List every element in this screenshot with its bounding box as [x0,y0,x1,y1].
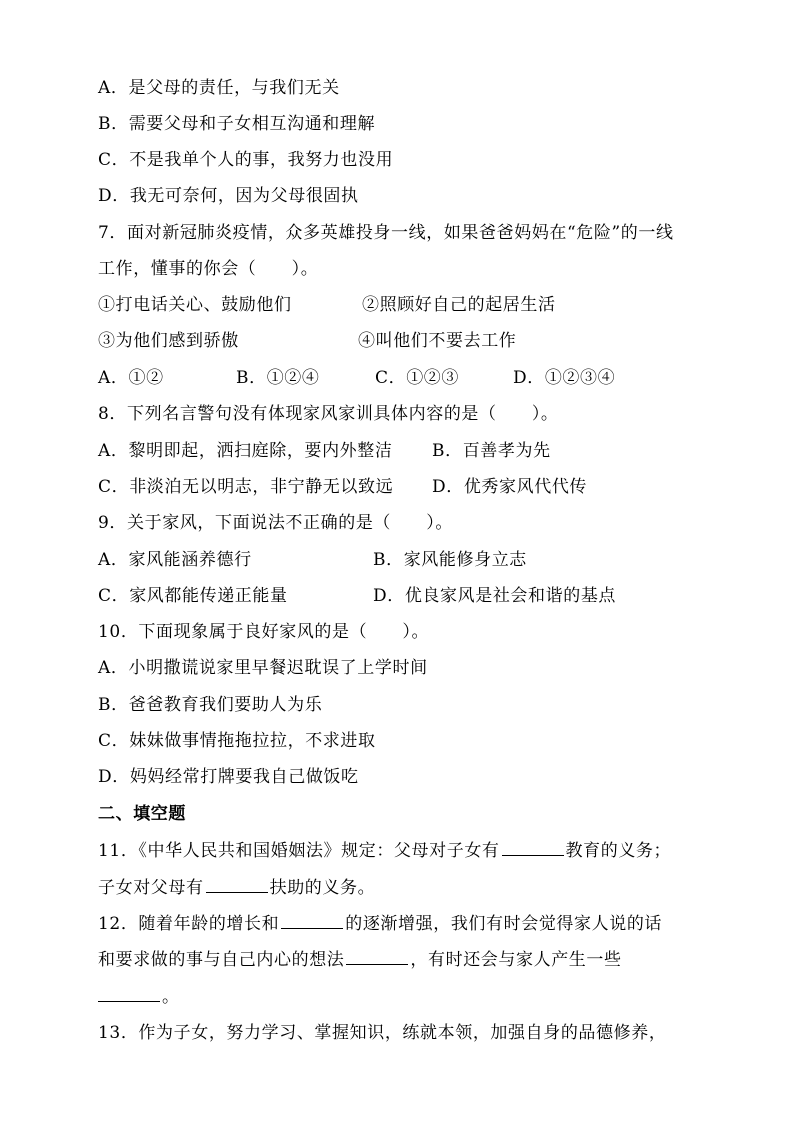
q12-blank-3[interactable] [98,984,160,1002]
q13-stem: 13．作为子女，努力学习、掌握知识，练就本领，加强自身的品德修养， [98,1023,667,1043]
q10-option-c: C．妹妹做事情拖拖拉拉，不求进取 [98,731,376,751]
q9-options-row-2 [98,584,617,608]
q6-option-b: B．需要父母和子女相互沟通和理解 [98,114,376,134]
q9-option-b: B．家风能修身立志 [373,550,527,570]
q7-item-2: ②照顾好自己的起居生活 [362,295,556,315]
q10-option-a: A．小明撒谎说家里早餐迟耽误了上学时间 [98,658,428,678]
q10-option-b: B．爸爸教育我们要助人为乐 [98,695,323,715]
q7-item-1: ①打电话关心、鼓励他们 [98,295,292,315]
q11-text-3: 子女对父母有 [98,878,204,898]
q9-option-c: C．家风都能传递正能量 [98,586,288,606]
q12-blank-2[interactable] [346,947,408,965]
q12-line-1 [98,911,662,936]
q8-option-c: C．非淡泊无以明志，非宁静无以致远 [98,477,394,497]
q11-blank-2[interactable] [206,875,268,893]
q7-item-4: ④叫他们不要去工作 [358,331,517,351]
q7-item-3: ③为他们感到骄傲 [98,331,239,351]
q11-text-2: 教育的义务； [565,841,672,861]
q12-line-2 [98,947,622,972]
q12-text-1: 12．随着年龄的增长和 [98,914,280,934]
q8-option-d: D．优秀家风代代传 [432,477,588,497]
q6-option-a: A．是父母的责任，与我们无关 [98,78,340,98]
q12-text-2: 的逐渐增强，我们有时会觉得家人说的话 [345,914,663,934]
q7-item-row-2 [98,329,517,353]
q7-stem-line-1: 7．面对新冠肺炎疫情，众多英雄投身一线，如果爸爸妈妈在“危险”的一线 [98,223,674,243]
q12-text-3: 和要求做的事与自己内心的想法 [98,950,345,970]
q12-blank-1[interactable] [281,911,343,929]
q7-option-c: C．①②③ [375,368,460,388]
section-heading: 二、填空题 [98,804,186,824]
q8-options-row-1 [98,439,551,463]
q8-option-b: B．百善孝为先 [432,441,551,461]
q10-option-d: D．妈妈经常打牌要我自己做饭吃 [98,767,359,787]
q7-item-row-1 [98,293,556,317]
q7-option-a: A．①② [98,368,164,388]
q8-stem: 8．下列名言警句没有体现家风家训具体内容的是（ ）。 [98,404,559,424]
q7-option-d: D．①②③④ [513,368,616,388]
q9-option-d: D．优良家风是社会和谐的基点 [373,586,617,606]
q9-option-a: A．家风能涵养德行 [98,550,252,570]
q7-option-b: B．①②④ [236,368,320,388]
q7-stem-line-2: 工作，懂事的你会（ ）。 [98,259,319,279]
q8-option-a: A．黎明即起，洒扫庭除，要内外整洁 [98,441,393,461]
q11-blank-1[interactable] [502,838,564,856]
q6-option-d: D．我无可奈何，因为父母很固执 [98,186,359,206]
q11-line-1 [98,838,671,863]
q11-text-1: 11．《中华人民共和国婚姻法》规定：父母对子女有 [98,841,500,861]
q9-options-row-1 [98,548,527,572]
q12-text-4: ，有时还会与家人产生一些 [410,950,622,970]
q12-text-5: 。 [162,987,180,1007]
q9-stem: 9．关于家风，下面说法不正确的是（ ）。 [98,513,453,533]
q11-line-2 [98,875,375,900]
q6-option-c: C．不是我单个人的事，我努力也没用 [98,150,394,170]
q8-options-row-2 [98,475,588,499]
q11-text-4: 扶助的义务。 [269,878,376,898]
q7-options-row [98,366,616,390]
q12-line-3 [98,984,180,1009]
q10-stem: 10．下面现象属于良好家风的是（ ）。 [98,622,430,642]
